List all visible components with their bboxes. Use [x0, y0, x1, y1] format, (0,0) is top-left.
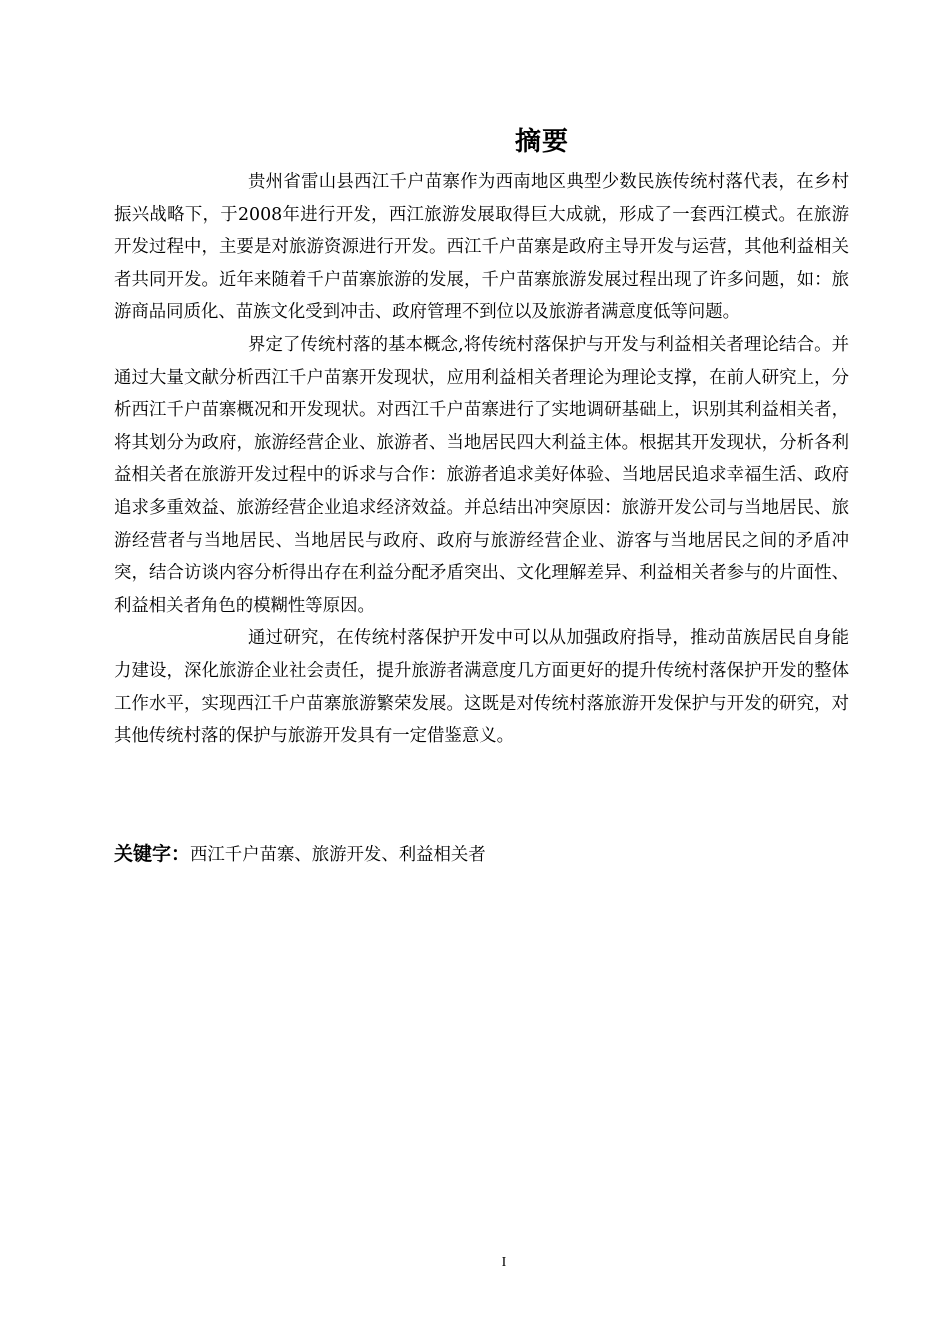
abstract-paragraph-1: 贵州省雷山县西江千户苗寨作为西南地区典型少数民族传统村落代表，在乡村振兴战略下，于2008年进行开发，西江旅游发展取得巨大成就，形成了一套西江模式。在旅游开发过程中，主要是对旅游资源进行开发。西江千户苗寨是政府主导开发与运营，其他利益相关者共同开发。近年来随着千户苗寨旅游的发展，千户苗寨旅游发展过程出现了许多问题，如：旅游商品同质化、苗族文化受到冲击、政府管理不到位以及旅游者满意度低等问题。 — [114, 172, 849, 323]
page-number: I — [501, 1255, 507, 1270]
abstract-paragraph-2: 界定了传统村落的基本概念,将传统村落保护与开发与利益相关者理论结合。并通过大量文献分析西江千户苗寨开发现状，应用利益相关者理论为理论支撑，在前人研究上，分析西江千户苗寨概况和开发现状。对西江千户苗寨进行了实地调研基础上，识别其利益相关者，将其划分为政府，旅游经营企业、旅游者、当地居民四大利益主体。根据其开发现状，分析各利益相关者在旅游开发过程中的诉求与合作：旅游者追求美好体验、当地居民追求幸福生活、政府追求多重效益、旅游经营企业追求经济效益。并总结出冲突原因：旅游开发公司与当地居民、旅游经营者与当地居民、当地居民与政府、政府与旅游经营企业、游客与当地居民之间的矛盾冲突，结合访谈内容分析得出存在利益分配矛盾突出、文化理解差异、利益相关者参与的片面性、利益相关者角色的模糊性等原因。 — [114, 334, 849, 616]
keywords-label: 关键字： — [114, 843, 191, 865]
keywords-value: 西江千户苗寨、旅游开发、利益相关者 — [190, 845, 486, 865]
abstract-body — [114, 166, 849, 753]
abstract-title: 摘要 — [514, 127, 569, 157]
keywords-line — [114, 838, 486, 871]
abstract-paragraph-3: 通过研究，在传统村落保护开发中可以从加强政府指导，推动苗族居民自身能力建设，深化旅游企业社会责任，提升旅游者满意度几方面更好的提升传统村落保护开发的整体工作水平，实现西江千户苗寨旅游繁荣发展。这既是对传统村落旅游开发保护与开发的研究，对其他传统村落的保护与旅游开发具有一定借鉴意义。 — [114, 628, 849, 747]
